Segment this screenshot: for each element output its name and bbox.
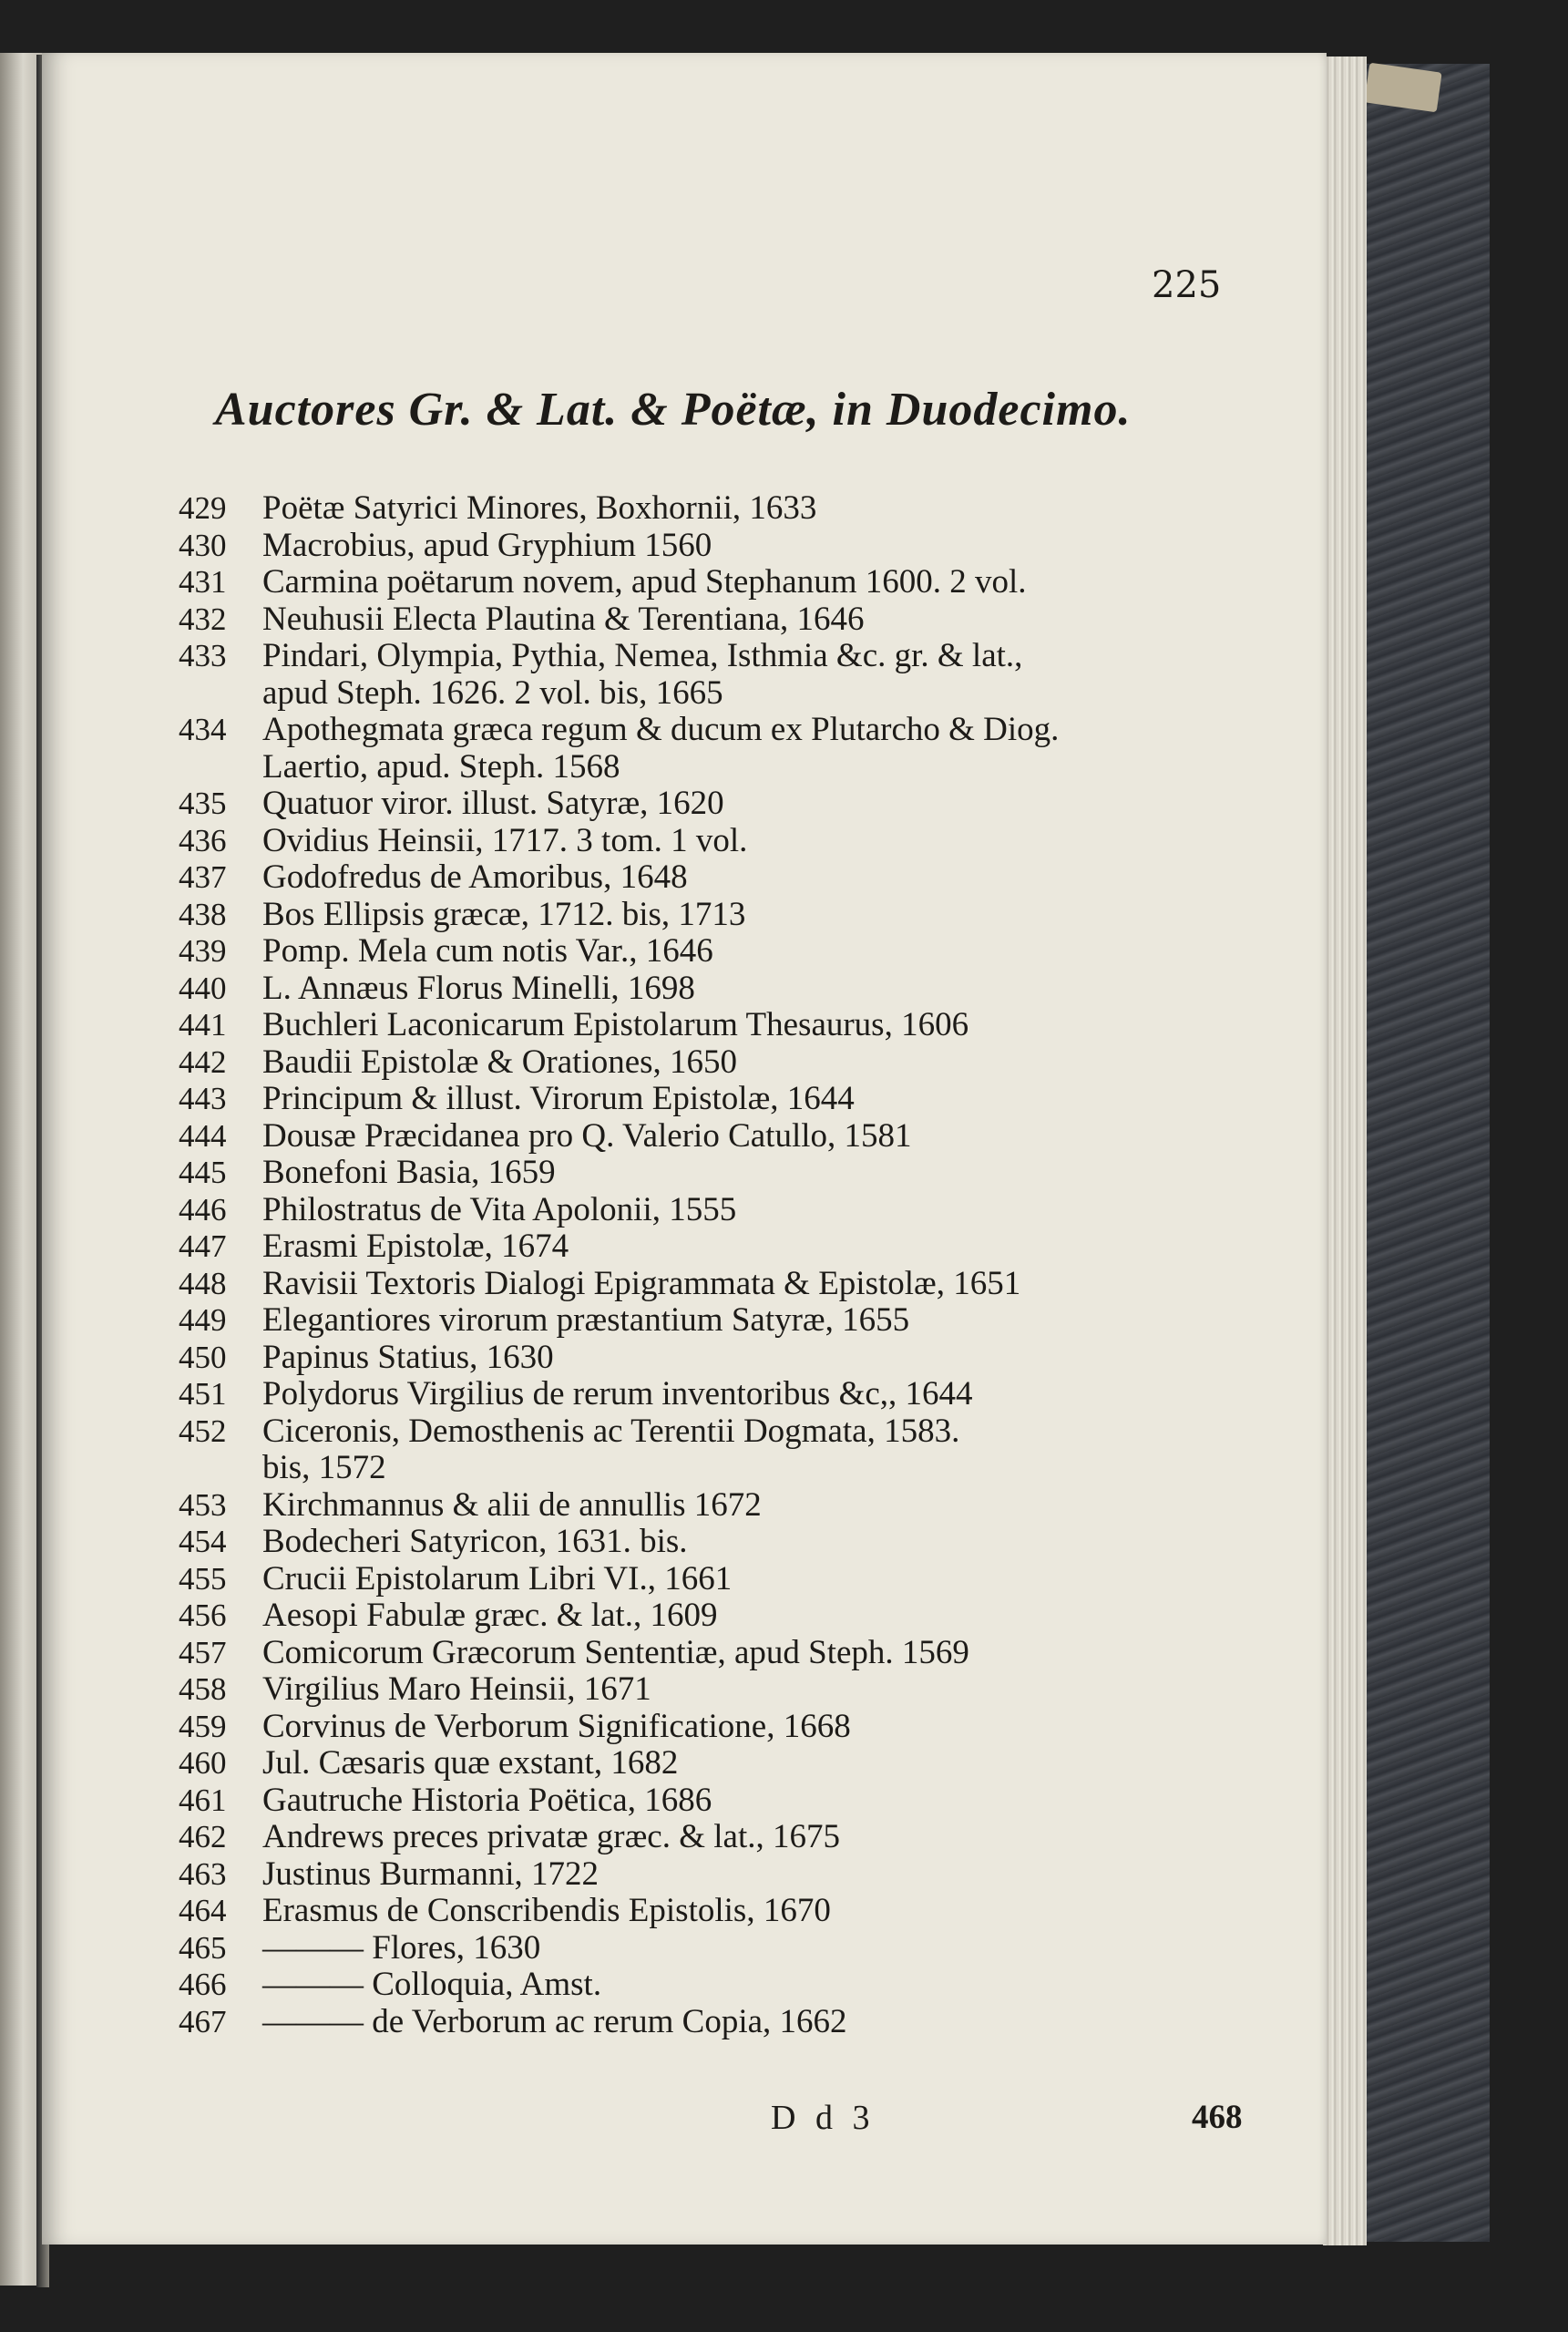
entry-number: 458 [179, 1671, 227, 1707]
entry-number: 430 [179, 527, 227, 563]
entry-title-line: ——— de Verborum ac rerum Copia, 1662 [262, 2002, 847, 2040]
entry-number: 452 [179, 1413, 227, 1449]
catalog-entry [179, 490, 1272, 528]
entry-text [262, 2004, 1272, 2041]
book-page [42, 53, 1327, 2245]
entry-number: 438 [179, 896, 227, 932]
catalog-entry [179, 1561, 1272, 1598]
catalog-entry [179, 1340, 1272, 1377]
catalog-entry [179, 1819, 1272, 1856]
catalog-entry [179, 971, 1272, 1008]
catalog-entry [179, 897, 1272, 934]
entry-number: 439 [179, 933, 227, 969]
entry-title-line: Philostratus de Vita Apolonii, 1555 [262, 1190, 737, 1228]
entry-text [262, 1709, 1272, 1746]
entry-text [262, 1487, 1272, 1525]
entry-number: 456 [179, 1597, 227, 1633]
catalog-entry [179, 1192, 1272, 1229]
catalog-entry [179, 786, 1272, 823]
entry-title-line: Macrobius, apud Gryphium 1560 [262, 526, 712, 564]
entry-text [262, 1561, 1272, 1598]
entry-text [262, 971, 1272, 1008]
entry-title-line: Erasmus de Conscribendis Epistolis, 1670 [262, 1892, 831, 1929]
entry-text [262, 1671, 1272, 1709]
entry-number: 451 [179, 1376, 227, 1412]
entry-text [262, 601, 1272, 639]
catalog-entry [179, 1671, 1272, 1709]
entry-title-line: Pomp. Mela cum notis Var., 1646 [262, 932, 713, 970]
entry-text [262, 490, 1272, 528]
catalog-entry [179, 1856, 1272, 1894]
entry-title-line: Carmina poëtarum novem, apud Stephanum 1600. 2 vol. [262, 563, 1027, 601]
printer-signature: D d 3 [771, 2099, 876, 2137]
entry-title-line: Crucii Epistolarum Libri VI., 1661 [262, 1559, 733, 1597]
entry-text [262, 1930, 1272, 1967]
entry-title-line: Ciceronis, Demosthenis ac Terentii Dogmata, 1583. [262, 1412, 960, 1450]
entry-text [262, 1597, 1272, 1635]
entry-title-line: Jul. Cæsaris quæ exstant, 1682 [262, 1744, 679, 1782]
entry-number: 455 [179, 1560, 227, 1597]
page-edges [1323, 57, 1367, 2245]
catalog-entry [179, 823, 1272, 860]
catalog-entry [179, 1044, 1272, 1082]
entry-title-line: Ovidius Heinsii, 1717. 3 tom. 1 vol. [262, 821, 748, 859]
entry-continuation-line: bis, 1572 [262, 1449, 386, 1486]
catalog-entry [179, 528, 1272, 565]
catalog-entry [179, 601, 1272, 639]
catchword: 468 [1192, 2099, 1243, 2136]
entry-text [262, 859, 1272, 897]
entry-text [262, 1007, 1272, 1044]
catalog-entry [179, 859, 1272, 897]
entry-number: 463 [179, 1855, 227, 1892]
catalog-entry [179, 1524, 1272, 1561]
catalog-entry [179, 1745, 1272, 1782]
catalog-entry [179, 1118, 1272, 1156]
entry-text [262, 1044, 1272, 1082]
catalog-entry [179, 1709, 1272, 1746]
entry-text [262, 1081, 1272, 1118]
entry-text [262, 564, 1272, 601]
entry-title-line: Justinus Burmanni, 1722 [262, 1854, 599, 1893]
entry-title-line: Bonefoni Basia, 1659 [262, 1154, 556, 1191]
entry-number: 441 [179, 1007, 227, 1043]
entry-text [262, 1819, 1272, 1856]
entry-title-line: Polydorus Virgilius de rerum inventoribus &c,, 1644 [262, 1375, 973, 1413]
entry-number: 431 [179, 564, 227, 600]
catalog-entry [179, 933, 1272, 971]
entry-title-line: Virgilius Maro Heinsii, 1671 [262, 1670, 651, 1708]
entry-title-line: Poëtæ Satyrici Minores, Boxhornii, 1633 [262, 489, 817, 527]
entry-number: 435 [179, 786, 227, 821]
entry-text [262, 1228, 1272, 1266]
entry-text [262, 1745, 1272, 1782]
entry-text [262, 712, 1272, 786]
entry-number: 464 [179, 1893, 227, 1928]
entry-text [262, 1192, 1272, 1229]
entry-text [262, 1893, 1272, 1930]
entry-text [262, 823, 1272, 860]
entry-title-line: Erasmi Epistolæ, 1674 [262, 1228, 569, 1265]
entry-number: 459 [179, 1708, 227, 1744]
catalog-entry [179, 1155, 1272, 1192]
entry-title-line: Andrews preces privatæ græc. & lat., 1675 [262, 1818, 840, 1855]
entry-title-line: Apothegmata græca regum & ducum ex Plutarcho & Diog. [262, 711, 1060, 748]
entry-number: 453 [179, 1486, 227, 1523]
entry-number: 450 [179, 1339, 227, 1375]
entry-number: 445 [179, 1155, 227, 1190]
entry-title-line: Papinus Statius, 1630 [262, 1338, 554, 1376]
entry-title-line: Ravisii Textoris Dialogi Epigrammata & Epistolæ, 1651 [262, 1264, 1021, 1302]
entry-number: 457 [179, 1634, 227, 1670]
entry-title-line: Kirchmannus & alii de annullis 1672 [262, 1485, 762, 1524]
catalog-entry [179, 1782, 1272, 1820]
entry-title-line: Quatuor viror. illust. Satyræ, 1620 [262, 785, 724, 822]
entry-title-line: L. Annæus Florus Minelli, 1698 [262, 969, 695, 1007]
entry-title-line: Bodecheri Satyricon, 1631. bis. [262, 1523, 688, 1560]
entry-number: 446 [179, 1191, 227, 1228]
entry-title-line: Corvinus de Verborum Significatione, 1668 [262, 1707, 851, 1745]
entry-continuation-line: apud Steph. 1626. 2 vol. bis, 1665 [262, 673, 723, 712]
catalog-entry [179, 2004, 1272, 2041]
entry-title-line: Principum & illust. Virorum Epistolæ, 1644 [262, 1080, 855, 1117]
entry-text [262, 1967, 1272, 2004]
catalog-entry [179, 1487, 1272, 1525]
entry-number: 436 [179, 822, 227, 858]
catalog-entry [179, 1081, 1272, 1118]
catalog-entry [179, 1967, 1272, 2004]
entry-number: 442 [179, 1043, 227, 1080]
entry-text [262, 528, 1272, 565]
entry-title-line: Aesopi Fabulæ græc. & lat., 1609 [262, 1597, 718, 1634]
entry-number: 461 [179, 1782, 227, 1818]
entry-title-line: Baudii Epistolæ & Orationes, 1650 [262, 1043, 738, 1081]
entry-text [262, 1856, 1272, 1894]
page-number: 225 [1152, 264, 1222, 306]
entry-number: 443 [179, 1081, 227, 1116]
entry-text [262, 1155, 1272, 1192]
entry-number: 433 [179, 638, 227, 673]
entry-number: 429 [179, 490, 227, 526]
entry-text [262, 638, 1272, 712]
catalog-entry [179, 1413, 1272, 1487]
entry-number: 462 [179, 1819, 227, 1854]
entry-number: 460 [179, 1745, 227, 1781]
entry-number: 466 [179, 1967, 227, 2002]
entry-text [262, 1376, 1272, 1413]
entry-title-line: Pindari, Olympia, Pythia, Nemea, Isthmia &c. gr. & lat., [262, 637, 1023, 674]
entry-text [262, 786, 1272, 823]
entry-number: 454 [179, 1524, 227, 1559]
entry-continuation-line: Laertio, apud. Steph. 1568 [262, 747, 620, 786]
entry-number: 447 [179, 1228, 227, 1264]
entry-number: 444 [179, 1117, 227, 1154]
catalog-entry [179, 638, 1272, 712]
entry-text [262, 1782, 1272, 1820]
catalog-entry [179, 1376, 1272, 1413]
entry-number: 437 [179, 859, 227, 895]
entry-title-line: Elegantiores virorum præstantium Satyræ, 1655 [262, 1301, 910, 1339]
catalog-entry [179, 1597, 1272, 1635]
entry-title-line: Buchleri Laconicarum Epistolarum Thesaurus, 1606 [262, 1006, 969, 1043]
entry-text [262, 1413, 1272, 1487]
entry-number: 432 [179, 601, 227, 637]
catalog-entry [179, 564, 1272, 601]
entry-title-line: Dousæ Præcidanea pro Q. Valerio Catullo, 1581 [262, 1116, 912, 1155]
entry-number: 465 [179, 1929, 227, 1966]
entry-text [262, 1340, 1272, 1377]
entry-text [262, 1118, 1272, 1156]
entry-number: 448 [179, 1265, 227, 1301]
entry-title-line: ——— Colloquia, Amst. [262, 1966, 602, 2003]
section-title: Auctores Gr. & Lat. & Poëtæ, in Duodecimo. [215, 384, 1132, 436]
catalog-entry [179, 1266, 1272, 1303]
catalog-entry [179, 1635, 1272, 1672]
catalog-entry [179, 712, 1272, 786]
entry-number: 440 [179, 970, 227, 1006]
entry-text [262, 1635, 1272, 1672]
entry-text [262, 1266, 1272, 1303]
entry-text [262, 897, 1272, 934]
entry-number: 449 [179, 1302, 227, 1338]
entry-title-line: Bos Ellipsis græcæ, 1712. bis, 1713 [262, 895, 746, 933]
entry-title-line: Comicorum Græcorum Sententiæ, apud Steph. 1569 [262, 1633, 969, 1671]
catalog-entry [179, 1930, 1272, 1967]
catalog-entry [179, 1228, 1272, 1266]
catalog-entry [179, 1007, 1272, 1044]
entry-number: 467 [179, 2003, 227, 2039]
catalog-entries [179, 490, 1272, 2040]
entry-title-line: Gautruche Historia Poëtica, 1686 [262, 1781, 712, 1819]
entry-title-line: Neuhusii Electa Plautina & Terentiana, 1646 [262, 600, 865, 638]
catalog-entry [179, 1302, 1272, 1340]
entry-text [262, 1302, 1272, 1340]
entry-number: 434 [179, 712, 227, 747]
entry-text [262, 1524, 1272, 1561]
catalog-entry [179, 1893, 1272, 1930]
entry-text [262, 933, 1272, 971]
entry-title-line: Godofredus de Amoribus, 1648 [262, 858, 688, 896]
book-binding [1359, 64, 1490, 2242]
entry-title-line: ——— Flores, 1630 [262, 1928, 541, 1967]
